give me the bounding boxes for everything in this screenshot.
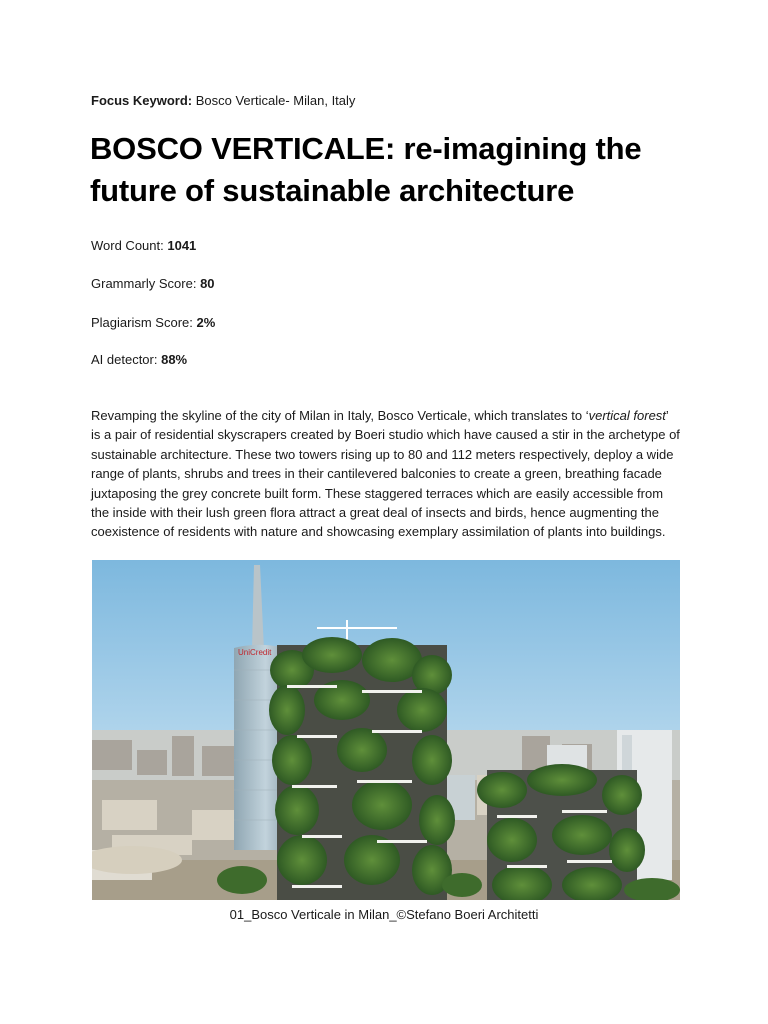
photo-caption: 01_Bosco Verticale in Milan_©Stefano Boeri Architetti [229, 907, 539, 922]
intro-text-start: Revamping the skyline of the city of Milan in Italy, Bosco Verticale, which translates to ‘ [91, 408, 589, 423]
intro-paragraph [91, 406, 681, 542]
intro-text-end: ’ is a pair of residential skyscrapers created by Boeri studio which have caused a stir in the archetype of sustainable architecture. These two towers rising up to 80 and 112 meters respectively, deploy a wide range of plants, shrubs and trees in their cantilevered balconies to create a green, breathing facade juxtaposing the grey concrete built form. These staggered terraces which are easily accessible from the inside with their lush green flora attract a great deal of insects and birds, hence augmenting the coexistence of residents with nature and showcasing exemplary assimilation of plants into buildings. [91, 408, 680, 540]
bosco-verticale-photo [92, 560, 680, 900]
grammarly-score [91, 276, 215, 291]
word-count-label: Word Count: [91, 238, 168, 253]
intro-emphasis: vertical forest [588, 408, 666, 423]
plagiarism-score-label: Plagiarism Score: [91, 315, 197, 330]
word-count [91, 238, 196, 253]
focus-keyword-label: Focus Keyword: [91, 93, 193, 108]
plagiarism-score [91, 315, 215, 330]
grammarly-score-label: Grammarly Score: [91, 276, 201, 291]
focus-keyword [91, 93, 355, 108]
grammarly-score-value: 80 [200, 276, 215, 291]
article-title: BOSCO VERTICALE: re-imagining the future of sustainable architecture [90, 131, 642, 208]
focus-keyword-value: Bosco Verticale- Milan, Italy [192, 93, 356, 108]
ai-detector-value: 88% [161, 352, 188, 367]
ai-detector [91, 352, 187, 367]
word-count-value: 1041 [167, 238, 197, 253]
plagiarism-score-value: 2% [196, 315, 216, 330]
ai-detector-label: AI detector: [91, 352, 162, 367]
unicredit-sign: UniCredit [238, 648, 272, 657]
